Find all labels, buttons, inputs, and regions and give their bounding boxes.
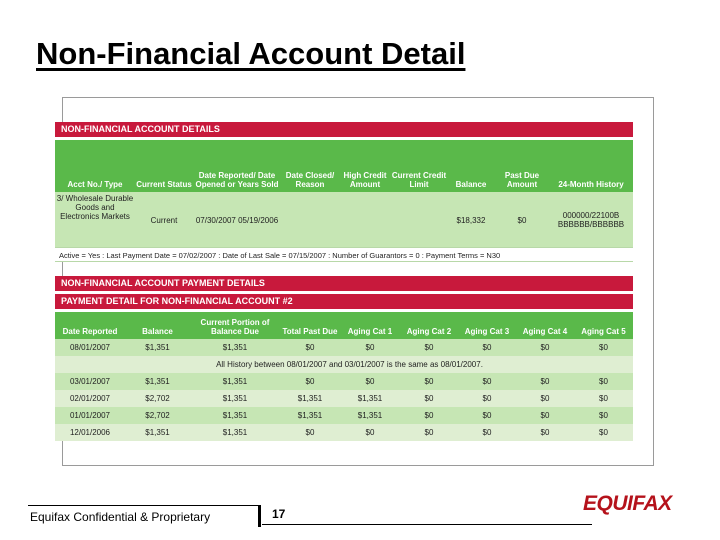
- table-row: [55, 373, 633, 390]
- equifax-logo: EQUIFAX: [583, 492, 672, 515]
- table-cell: $0: [305, 428, 315, 437]
- table-cell: $0: [482, 428, 492, 437]
- column-header: Aging Cat 3: [464, 327, 510, 336]
- payment-detail-subheader: PAYMENT DETAIL FOR NON-FINANCIAL ACCOUNT #2: [55, 294, 633, 309]
- balance-cell: $18,332: [456, 215, 486, 225]
- column-header: 24-Month History: [558, 180, 624, 189]
- table-cell: $0: [599, 343, 608, 352]
- table-cell: $0: [540, 377, 550, 386]
- account-row: [55, 192, 633, 247]
- date-cell: 08/01/2007: [69, 343, 111, 352]
- account-details-header: NON-FINANCIAL ACCOUNT DETAILS: [55, 122, 633, 137]
- high-credit-cell: [339, 192, 391, 247]
- table-cell: $0: [305, 343, 315, 352]
- table-cell: $0: [599, 377, 608, 386]
- date-cell: 02/01/2007: [69, 394, 111, 403]
- payment-details-header: NON-FINANCIAL ACCOUNT PAYMENT DETAILS: [55, 276, 633, 291]
- table-cell: $0: [482, 377, 492, 386]
- account-details-panel: [55, 122, 633, 262]
- column-header: Date Reported: [62, 327, 118, 336]
- column-header: Balance: [142, 327, 173, 336]
- column-header: Current Credit Limit: [391, 171, 447, 189]
- date-cell: 03/01/2007: [69, 377, 111, 386]
- closed-cell: [281, 192, 339, 247]
- active-status-line: Active = Yes : Last Payment Date = 07/02/2007 : Date of Last Sale = 07/15/2007 : Number of Guarantors = 0 : Payment Terms = N30: [55, 247, 633, 262]
- column-header: Current Status: [136, 180, 192, 189]
- table-cell: $0: [365, 377, 375, 386]
- column-header: High Credit Amount: [343, 171, 387, 189]
- table-cell: $1,351: [222, 343, 248, 352]
- table-cell: $2,702: [145, 411, 170, 420]
- table-cell: $0: [540, 343, 550, 352]
- column-header: Current Portion of Balance Due: [200, 318, 270, 336]
- table-cell: $0: [599, 428, 608, 437]
- table-row: [55, 390, 633, 407]
- table-cell: $1,351: [222, 428, 248, 437]
- payment-details-panel: [55, 276, 633, 441]
- table-cell: $0: [540, 394, 550, 403]
- table-cell: $0: [424, 343, 434, 352]
- table-cell: $0: [482, 411, 492, 420]
- table-cell: $1,351: [145, 377, 170, 386]
- table-cell: $0: [599, 394, 608, 403]
- footer-divider-left: [28, 505, 258, 506]
- table-cell: $0: [482, 343, 492, 352]
- date-cell: 12/01/2006: [69, 428, 111, 437]
- footer-confidential-text: Equifax Confidential & Proprietary: [30, 510, 211, 524]
- table-row: [55, 407, 633, 424]
- table-cell: $1,351: [145, 428, 170, 437]
- column-header: Balance: [455, 180, 487, 189]
- history-cell: 000000/22100B BBBBBB/BBBBBB: [557, 211, 625, 229]
- table-cell: $0: [424, 411, 434, 420]
- table-cell: $0: [482, 394, 492, 403]
- dates-cell: 07/30/2007 05/19/2006: [195, 215, 279, 225]
- table-cell: $1,351: [222, 411, 248, 420]
- payment-header-row: [55, 312, 633, 339]
- footer-divider-right: [262, 524, 592, 525]
- table-cell: $0: [424, 377, 434, 386]
- table-row: [55, 424, 633, 441]
- column-header: Aging Cat 5: [581, 327, 626, 336]
- table-cell: $0: [540, 411, 550, 420]
- table-cell: $0: [305, 377, 315, 386]
- table-cell: $2,702: [145, 394, 170, 403]
- table-cell: $1,351: [145, 343, 170, 352]
- account-details-header-row: [55, 140, 633, 192]
- acct-type-cell: 3/ Wholesale Durable Goods and Electronics Markets: [56, 194, 134, 221]
- table-cell: $1,351: [222, 394, 248, 403]
- history-note: All History between 08/01/2007 and 03/01/2007 is the same as 08/01/2007.: [216, 360, 483, 369]
- history-note-row: [55, 356, 633, 373]
- table-cell: $0: [540, 428, 550, 437]
- table-cell: $0: [424, 428, 434, 437]
- column-header: Aging Cat 4: [522, 327, 568, 336]
- table-cell: $0: [424, 394, 434, 403]
- table-cell: $0: [365, 428, 375, 437]
- table-cell: $0: [365, 343, 375, 352]
- column-header: Date Reported/ Date Opened or Years Sold: [195, 171, 279, 189]
- column-header: Aging Cat 2: [406, 327, 452, 336]
- table-cell: $1,351: [357, 411, 383, 420]
- column-header: Date Closed/ Reason: [285, 171, 335, 189]
- credit-limit-cell: [391, 192, 447, 247]
- date-cell: 01/01/2007: [69, 411, 111, 420]
- table-row: [55, 339, 633, 356]
- table-cell: $1,351: [297, 394, 323, 403]
- column-header: Acct No./ Type: [67, 180, 123, 189]
- table-cell: $1,351: [297, 411, 323, 420]
- slide-title: Non-Financial Account Detail: [36, 36, 466, 71]
- column-header: Past Due Amount: [504, 171, 540, 189]
- column-header: Total Past Due: [282, 327, 338, 336]
- column-header: Aging Cat 1: [347, 327, 393, 336]
- payment-details-table: [55, 312, 633, 441]
- past-due-cell: $0: [517, 215, 527, 225]
- account-details-table: [55, 140, 633, 247]
- footer-divider-vertical: [258, 505, 261, 527]
- table-cell: $0: [599, 411, 608, 420]
- table-cell: $1,351: [357, 394, 383, 403]
- table-cell: $1,351: [222, 377, 248, 386]
- page-number: 17: [272, 507, 286, 521]
- status-cell: Current: [150, 215, 178, 225]
